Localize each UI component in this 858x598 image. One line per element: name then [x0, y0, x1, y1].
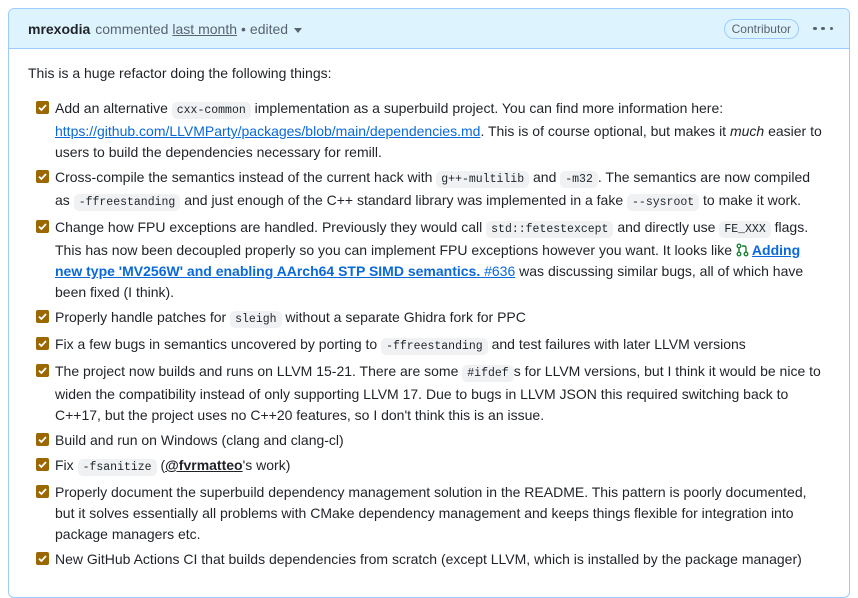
task-text: Cross-compile the semantics instead of the current hack with [55, 169, 437, 185]
emphasis-text: much [729, 123, 765, 139]
task-text: Change how FPU exceptions are handled. Previously they would call [55, 219, 487, 235]
git-pull-request-merged-icon [736, 243, 749, 257]
action-text: commented [95, 20, 169, 37]
task-text: Build and run on Windows (clang and clang-cl) [55, 432, 344, 448]
user-mention-link[interactable]: @fvrmatteo [165, 457, 243, 473]
task-item [28, 482, 830, 545]
task-text: Add an alternative [55, 100, 172, 116]
inline-code: -ffreestanding [381, 338, 488, 355]
checkbox-checked-icon[interactable] [36, 364, 49, 377]
task-text: implementation as a superbuild project. You can find more information here: [250, 100, 724, 116]
task-text: s for LLVM versions, but I think it would be nice to widen the compatibility instead of only supporting LLVM 17. Due to bugs in LLVM JSON this required switching back to C++17, but the project uses no C++20 features, so I don't think this is an issue. [55, 363, 821, 423]
task-item [28, 217, 830, 303]
checkbox-checked-icon[interactable] [36, 552, 49, 565]
checkbox-checked-icon[interactable] [36, 170, 49, 183]
task-list [28, 98, 830, 570]
checkbox-checked-icon[interactable] [36, 220, 49, 233]
task-text: . The semantics are now compiled as [55, 169, 811, 208]
checkbox-checked-icon[interactable] [36, 458, 49, 471]
role-badge: Contributor [724, 19, 799, 39]
timestamp-link[interactable]: last month [172, 20, 237, 37]
kebab-horizontal-icon[interactable] [813, 21, 833, 37]
task-item [28, 307, 830, 330]
author-link[interactable]: mrexodia [28, 20, 91, 37]
task-item [28, 167, 830, 213]
task-text: and [529, 169, 561, 185]
separator: • [241, 20, 246, 37]
task-text: to make it work. [699, 192, 802, 208]
inline-code: cxx-common [172, 102, 251, 119]
inline-code: std::fetestexcept [486, 221, 613, 238]
task-text: Fix [55, 457, 78, 473]
triangle-down-icon [294, 28, 302, 33]
header-actions [724, 19, 833, 39]
checkbox-checked-icon[interactable] [36, 433, 49, 446]
inline-code: -m32 [560, 171, 598, 188]
task-text: and just enough of the C++ standard library was implemented in a fake [180, 192, 628, 208]
task-item [28, 334, 830, 357]
task-item [28, 430, 830, 451]
kebab-dot [830, 27, 834, 31]
dependencies-link[interactable]: https://github.com/LLVMParty/packages/blob/main/dependencies.md [55, 123, 481, 139]
task-text: Fix a few bugs in semantics uncovered by porting to [55, 336, 382, 352]
task-text: without a separate Ghidra fork for PPC [281, 309, 526, 325]
edited-label: edited [249, 20, 289, 37]
inline-code: g++-multilib [436, 171, 529, 188]
task-text: and test failures with later LLVM versions [487, 336, 746, 352]
task-text: Properly handle patches for [55, 309, 231, 325]
task-text: and directly use [613, 219, 720, 235]
task-item [28, 98, 830, 163]
checkbox-checked-icon[interactable] [36, 337, 49, 350]
inline-code: #ifdef [462, 365, 513, 382]
task-text: easier to users to build the dependencies necessary for remill. [55, 123, 822, 160]
task-item [28, 455, 830, 478]
task-text: 's work) [242, 457, 291, 473]
task-text: flags. This has now been decoupled properly so you can implement FPU exceptions however you want. It looks like [55, 219, 809, 258]
checkbox-checked-icon[interactable] [36, 101, 49, 114]
intro-text: This is a huge refactor doing the following things: [28, 65, 332, 81]
comment-card [8, 8, 850, 598]
pr-title: Adding new type 'MV256W' and enabling AArch64 STP SIMD semantics. [55, 242, 801, 279]
task-item [28, 361, 830, 426]
comment-header [9, 9, 849, 49]
inline-code: -ffreestanding [74, 194, 181, 211]
task-item [28, 549, 830, 570]
kebab-dot [813, 27, 817, 31]
task-text: The project now builds and runs on LLVM 15-21. There are some [55, 363, 463, 379]
task-text: Properly document the superbuild dependency management solution in the README. This pattern is poorly documented, but it solves essentially all problems with CMake dependency management and keeps things flexible for integration into package managers etc. [55, 484, 807, 542]
task-text: was discussing similar bugs, all of which have been fixed (I think). [55, 263, 804, 300]
inline-code: -fsanitize [78, 459, 157, 476]
edited-dropdown[interactable] [250, 21, 302, 37]
inline-code: FE_XXX [719, 221, 770, 238]
pr-number: #636 [484, 263, 516, 279]
task-text: . This is of course optional, but makes it [480, 123, 730, 139]
checkbox-checked-icon[interactable] [36, 485, 49, 498]
inline-code: --sysroot [627, 194, 699, 211]
comment-body [9, 49, 849, 570]
inline-code: sleigh [230, 311, 281, 328]
checkbox-checked-icon[interactable] [36, 310, 49, 323]
task-text: New GitHub Actions CI that builds dependencies from scratch (except LLVM, which is installed by the package manager) [55, 551, 802, 567]
task-text: ( [156, 457, 166, 473]
kebab-dot [821, 27, 825, 31]
